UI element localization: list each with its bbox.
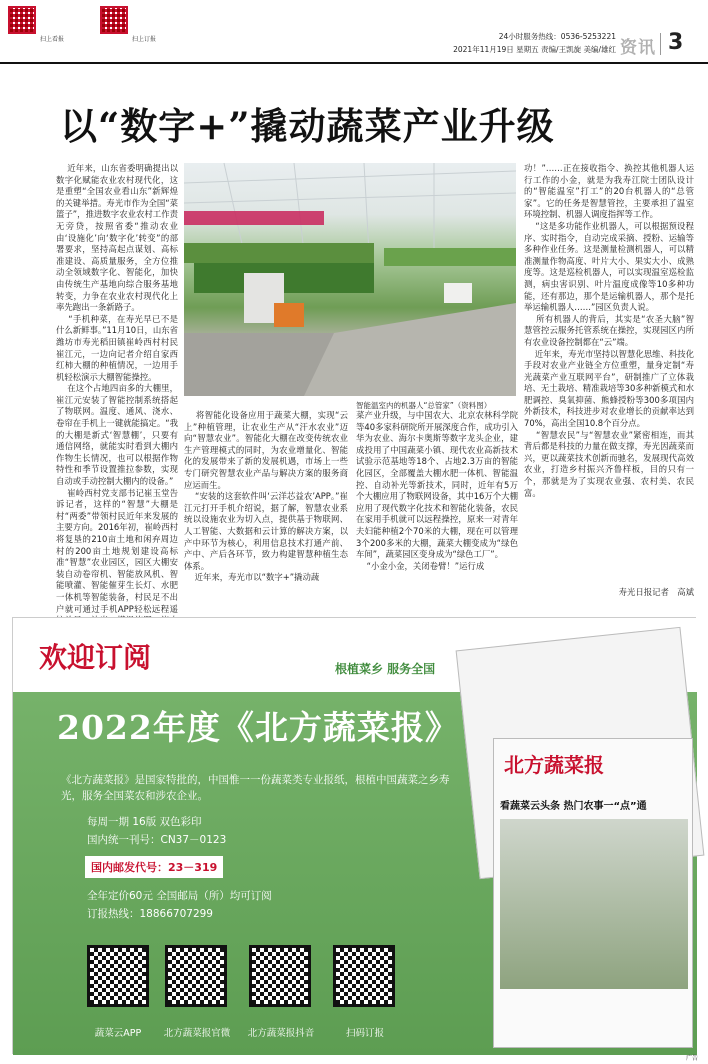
article-column-1: 近年来，山东省委明确提出以数字化赋能农业农村现代化，这是重塑“全国农业看山东”新辉煌的关键举措。寿光市作为全国“菜篮子”，推进数字农业农村工作责无旁贷，按照省委“推动农业由‘设施化’向‘数字化’转变”的部署要求，坚持高起点谋划、高标准建设、高质量服务，全方位推动全领域数字化、智能化，加快由传统生产基地向综合服务基地转变，力争在农业农村现代化上率先跑出一条新路子。 “手机种菜，在寿光早已不是什么新鲜事。”11月10日，山东省潍坊市寿光稻田镇崔岭西村村民崔江元，一边向记者介绍自家西红柿大棚的种植情况，一边用手机轻松演示大棚智能操控。 在这个占地四亩多的大棚里，崔江元安装了智能控制系统搭起了物联网。温度、通风、浇水、卷帘在手机上一键就能搞定。“我的大棚是新式‘智慧棚’，只要有通信网络，就能实时看到大棚内作物生长情况，也可以根据作物特性和季节设置推拉参数，实现自动或手动控制大棚内的设备。” 崔岭西村党支部书记崔玉堂告诉记者，这样的“智慧”大棚是村“两委”带领村民近年来发展的主要方向。2016年初，崔岭西村将复垦的210亩土地和闲弃周边村的200亩土地规划建设高标准“智慧”农业园区，园区大棚安装自动卷帘机、智能放风机、智能喷灌、智能催芽生长灯、水肥一体机等智能装备，村民足不出户就可通过手机APP轻松远程遥: [56, 163, 179, 614]
section-title: 资讯: [620, 38, 656, 58]
header-qr-code-2[interactable]: [100, 6, 128, 34]
article-column-4: 功！”……正在接收指令、换控其他机器人运行工作的小金，就是为我寿江院士团队设计的“智能温室”打工”的20台机器人的“总管家”。它的任务是智慧管控，主要承担了温室环境控制、机器人调度指挥等工作。 “这是多功能作业机器人，可以根据预设程序、实时指令，自动完成采摘、授粉、运输等多种作业任务。这是测量检测机器人，可以精准测量作物高度、叶片大小、果实大小、成熟度等。这是巡检机器人，可以实现温室巡检监测，病虫害识别、叶片温度成像等10多种功能，还有那边，那个是运输机器人，那个是托举运输机器人……”园区负责人说。 所有机器人的背后，其实是“农圣大脑”智慧管控云服务托管系统在操控，实现园区内所有农业设备控制都在“云”端。 近年来，寿光市坚持以智慧化思维、科技化手段对农业产业链全方位重塑，量身定制“寿光蔬菜产业互联网平台”，研制推广了立体栽培、无土栽培、精准栽培等30多种新模式和水肥调控、臭氧抑菌、熊蜂授粉等300多项国内外新技术，科技进步对农业增长的贡献率达到70%，高出全国10.8个百分点。 “智慧农民”与“智慧农业”紧密相连，而其背后都是科技的力量在做支撑，寿光因蔬菜而兴，更以蔬菜技术创新而驰名，发展现代高效农业，打造乡村振兴齐鲁样板，目的只有一个，那就是为了实现农业强、农村美、农民富。: [524, 163, 695, 498]
qr-label-douyin: 北方蔬菜报抖音: [247, 1028, 315, 1039]
date-line: 2021年11月19日 星期五 责编/王凯旋 美编/雄红: [453, 45, 616, 54]
header-qr-label-2: 扫上订报: [132, 36, 157, 43]
footer-ad-tag: 广告: [686, 1055, 699, 1062]
article-column-3: 菜产业升级，与中国农大、北京农林科学院等40多家科研院所开展深度合作，成功引入华为农业、海尔卡奥斯等数字龙头企业，建成投用了中国蔬菜小镇、现代农业高新技术试验示范基地等18个、占地2.3万亩的智能化园区，全部覆盖大棚水肥一体机、智能温控、自动补光等新技术，同时，近年有5万个大棚应用了物联网设备，其中16万个大棚应用了现代数字化技术和智能化装备，农民在家用手机就可以远程操控，原来一对青年夫妇能种植2个70米的大棚，现在可以管理3个200多米的大棚，蔬菜大棚变成为“绿色车间”，蔬菜园区变身成为“绿色工厂”。 “小金小金，关闭卷臂！”运行成: [356, 410, 518, 571]
ad-schedule: 每周一期 16版 双色彩印: [87, 816, 202, 828]
ad-postal-code: 国内邮发代号：23－319: [85, 856, 223, 878]
byline: 寿光日报记者 高斌: [618, 587, 694, 597]
qr-label-subscribe: 扫码订报: [345, 1028, 384, 1039]
header-qr-label-1: 扫上看报: [40, 36, 65, 43]
paper-headline: 看蔬菜云头条 热门农事一“点”通: [500, 801, 647, 812]
hotline: 24小时服务热线：0536-5253221: [498, 32, 616, 41]
qr-code-douyin[interactable]: [249, 945, 311, 1007]
page-number: 3: [668, 30, 684, 55]
header-rule: [0, 62, 708, 64]
greenhouse-robot-photo: [184, 163, 516, 396]
qr-label-wechat: 北方蔬菜报官微: [163, 1028, 231, 1039]
ad-cn-code: 国内统一刊号：CN37－0123: [87, 834, 227, 846]
qr-code-subscribe[interactable]: [333, 945, 395, 1007]
header-divider: [660, 33, 661, 55]
greenhouse-illustration: [184, 163, 516, 396]
article-column-2: 将智能化设备应用于蔬菜大棚，实现“云上”种植管理，让农业生产从“汗水农业”迈向“智慧农业”。智能化大棚在改变传统农业生产管理模式的同时，为农业增量化、智能化的发展带来了新的发展机遇，市场上一些专门研究智慧农业产品与解决方案的服务商应运而生。 “安装的这套软件叫‘云洋芯益农’APP。”崔江元打开手机介绍说，据了解，智慧农业系统以设施农业为切入点，提供基于物联网、人工智能、大数据和云计算的解决方案，以产中环节为核心，利用信息技术打通产前、产中、产后各环节，致力构建智慧种植生态体系。 近年来，寿光市以“数字+”撬动蔬: [184, 410, 348, 583]
ad-welcome: 欢迎订阅: [39, 641, 152, 674]
paper-masthead: 北方蔬菜报: [504, 753, 604, 777]
header-qr-code-1[interactable]: [8, 6, 36, 34]
paper-photo: [500, 819, 688, 989]
ad-year-title: 2022年度《北方蔬菜报》: [57, 708, 459, 747]
subscription-ad: [12, 617, 696, 1054]
headline: 以“数字+”撬动蔬菜产业升级: [60, 104, 555, 148]
qr-code-wechat[interactable]: [165, 945, 227, 1007]
ad-slogan: 根植菜乡 服务全国: [335, 662, 436, 676]
photo-caption: 智能温室内的机器人“总管家”（资料图）: [356, 401, 492, 410]
ad-intro: 《北方蔬菜报》是国家特批的，中国惟一一份蔬菜类专业报纸，根植中国蔬菜之乡寿光，服务全国菜农和涉农企业。: [61, 774, 450, 802]
qr-label-app: 蔬菜云APP: [94, 1028, 142, 1039]
newspaper-front-copy: [493, 738, 693, 1048]
qr-code-app[interactable]: [87, 945, 149, 1007]
ad-phone: 订报热线：18866707299: [87, 908, 213, 920]
ad-price: 全年定价60元 全国邮局（所）均可订阅: [87, 890, 272, 902]
